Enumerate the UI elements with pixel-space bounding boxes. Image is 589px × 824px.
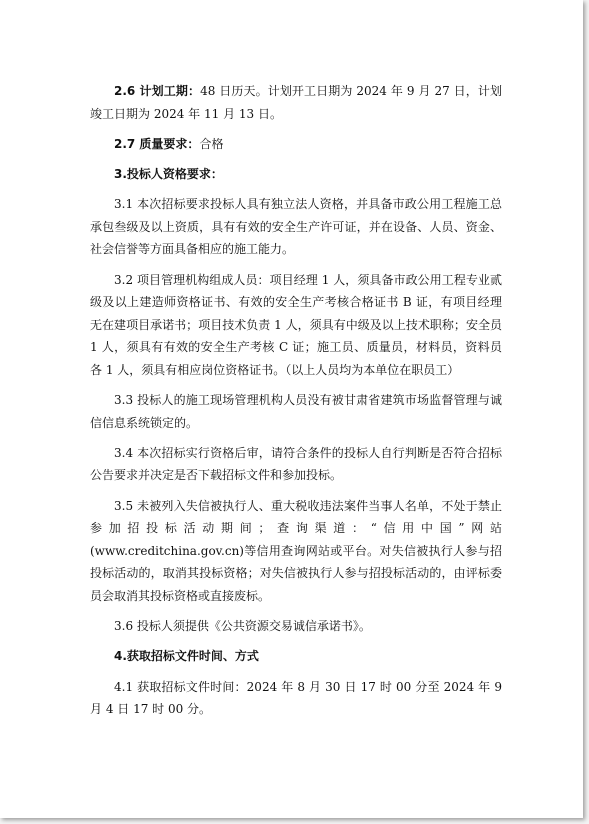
- paragraph-2-6: [90, 80, 502, 125]
- paragraph-2-7: [90, 133, 502, 156]
- label-2-7: 2.7 质量要求：: [114, 136, 200, 151]
- text-2-7: 合格: [199, 136, 224, 151]
- paragraph-4-1: 4.1 获取招标文件时间：2024 年 8 月 30 日 17 时 00 分至 2024 年 9 月 4 日 17 时 00 分。: [90, 679, 502, 717]
- text-2-6: 48 日历天。计划开工日期为 2024 年 9 月 27 日，计划竣工日期为 2024 年 11 月 13 日。: [90, 84, 503, 121]
- document-body: [90, 80, 502, 728]
- paragraph-3-6: 3.6 投标人须提供《公共资源交易诚信承诺书》。: [114, 619, 371, 634]
- heading-section-4: 4.获取招标文件时间、方式: [114, 649, 259, 664]
- paragraph-3-3: 3.3 投标人的施工现场管理机构人员没有被甘肃省建筑市场监督管理与诚信信息系统锁定的。: [90, 393, 502, 430]
- label-2-6: 2.6 计划工期：: [114, 84, 201, 98]
- paragraph-3-1: 3.1 本次招标要求投标人具有独立法人资格，并具备市政公用工程施工总承包叁级及以上资质，具有有效的安全生产许可证，并在设备、人员、资金、社会信誉等方面具备相应的施工能力。: [90, 197, 502, 257]
- paragraph-3-2: 3.2 项目管理机构组成人员：项目经理 1 人，须具备市政公用工程专业贰级及以上建造师资格证书、有效的安全生产考核合格证书 B 证，有项目经理无在建项目承诺书；项目技术负责 1 人，须具有中级及以上技术职称；安全员 1 人，须具有有效的安全生产考核 C 证；施工员、质量员，材料员，资料员各 1 人，须具有相应岗位资格证书。（以上人员均为本单位在职员工）: [90, 272, 502, 377]
- paragraph-3-4: 3.4 本次招标实行资格后审，请符合条件的投标人自行判断是否符合招标公告要求并决定是否下载招标文件和参加投标。: [90, 445, 502, 483]
- paragraph-3-5: 3.5 未被列入失信被执行人、重大税收违法案件当事人名单，不处于禁止参加招投标活动期间；查询渠道：“信用中国”网站(www.creditchina.gov.cn)等信用查询网站或平台。对失信被执行人参与招投标活动的，取消其投标资格；对失信被执行人参与招投标活动的，由评标委员会取消其投标资格或直接废标。: [90, 498, 502, 604]
- heading-section-3: 3.投标人资格要求：: [114, 166, 223, 181]
